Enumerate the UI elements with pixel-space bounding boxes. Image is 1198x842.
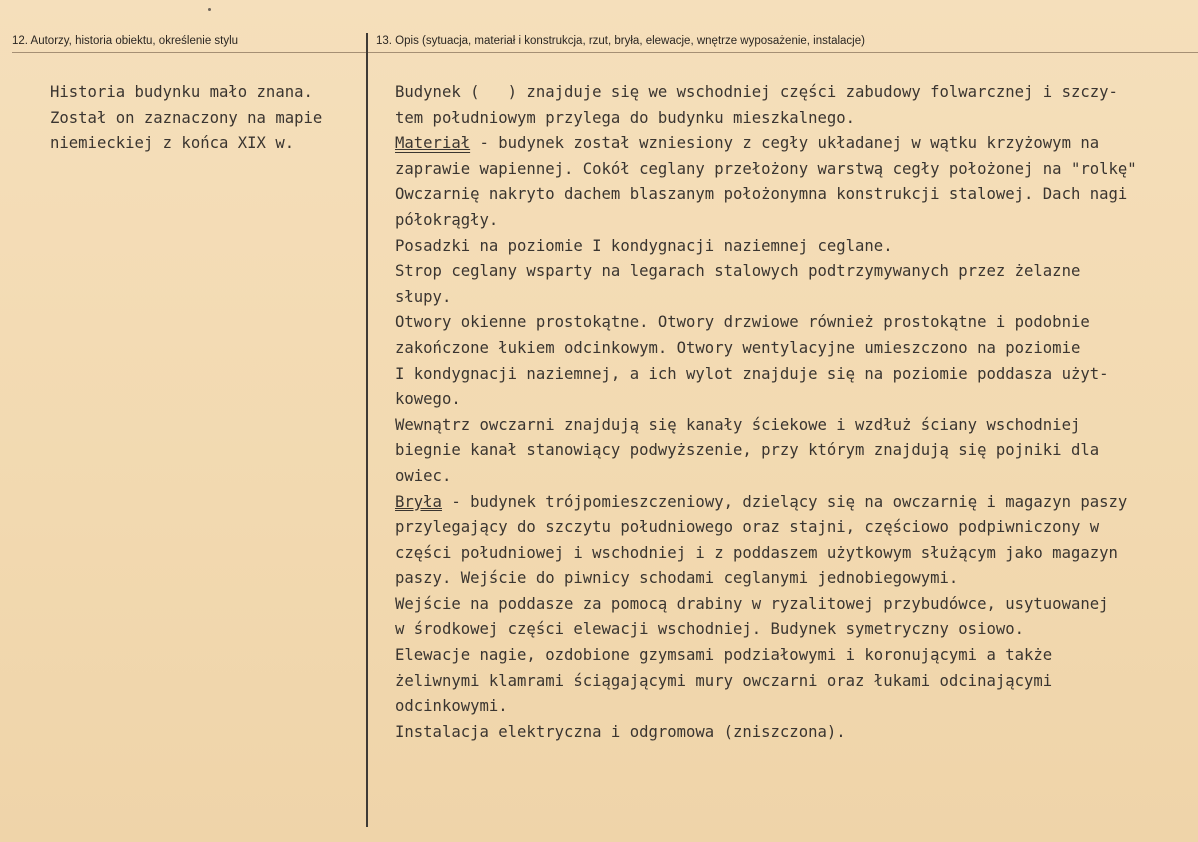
description-line: owiec.	[395, 466, 452, 485]
material-heading: Materiał	[395, 134, 471, 153]
description-line: Budynek ( ) znajduje się we wschodniej części zabudowy folwarcznej i szczy-	[395, 83, 1118, 101]
history-line: niemieckiej z końca XIX w.	[50, 134, 295, 153]
description-line: zaprawie wapiennej. Cokół ceglany przełożony warstwą cegły położonej na "rolkę"	[395, 159, 1137, 178]
history-text	[50, 80, 360, 157]
header-divider	[12, 52, 1198, 53]
description-line: Strop ceglany wsparty na legarach stalowych podtrzymywanych przez żelazne	[395, 262, 1081, 281]
history-line: Historia budynku mało znana.	[50, 83, 313, 101]
description-line: półokrągły.	[395, 210, 499, 229]
history-line: Został on zaznaczony na mapie	[50, 108, 323, 127]
description-line: Instalacja elektryczna i odgromowa (zniszczona).	[395, 722, 846, 741]
description-text	[395, 80, 1195, 745]
description-line: tem południowym przylega do budynku mieszkalnego.	[395, 108, 856, 127]
description-line: Wewnątrz owczarni znajdują się kanały ściekowe i wzdłuż ściany wschodniej	[395, 415, 1081, 434]
form-heading: Bryła	[395, 492, 442, 511]
description-line	[395, 131, 1195, 157]
description-line: kowego.	[395, 390, 461, 409]
description-line: przylegający do szczytu południowego oraz stajni, częściowo podpiwniczony w	[395, 518, 1100, 537]
description-line: Elewacje nagie, ozdobione gzymsami podziałowymi i koronującymi a także	[395, 646, 1053, 665]
description-line: Wejście na poddasze za pomocą drabiny w ryzalitowej przybudówce, usytuowanej	[395, 594, 1109, 613]
description-line: odcinkowymi.	[395, 697, 508, 716]
description-line: żeliwnymi klamrami ściągającymi mury owczarni oraz łukami odcinającymi	[395, 671, 1053, 690]
description-line: Otwory okienne prostokątne. Otwory drzwiowe również prostokątne i podobnie	[395, 313, 1090, 332]
description-line: biegnie kanał stanowiący podwyższenie, przy którym znajdują się pojniki dla	[395, 441, 1100, 460]
description-line: paszy. Wejście do piwnicy schodami ceglanymi jednobiegowymi.	[395, 569, 959, 588]
description-line	[395, 490, 1195, 516]
description-line: słupy.	[395, 287, 452, 306]
description-line: Posadzki na poziomie I kondygnacji naziemnej ceglane.	[395, 236, 893, 255]
description-line: części południowej i wschodniej i z poddaszem użytkowym służącym jako magazyn	[395, 543, 1118, 562]
description-line: I kondygnacji naziemnej, a ich wylot znajduje się na poziomie poddasza użyt-	[395, 364, 1109, 383]
material-text: - budynek został wzniesiony z cegły układanej w wątku krzyżowym na	[470, 134, 1100, 153]
description-line: w środkowej części elewacji wschodniej. Budynek symetryczny osiowo.	[395, 620, 1025, 639]
description-line: Owczarnię nakryto dachem blaszanym położonymna konstrukcji stalowej. Dach nagi	[395, 185, 1128, 204]
section-12-header: 12. Autorzy, historia obiektu, określenie stylu	[12, 35, 239, 47]
form-text: - budynek trójpomieszczeniowy, dzielący się na owczarnię i magazyn paszy	[441, 492, 1128, 511]
ink-speck	[208, 8, 211, 11]
description-line: zakończone łukiem odcinkowym. Otwory wentylacyjne umieszczono na poziomie	[395, 338, 1081, 357]
section-13-header: 13. Opis (sytuacja, materiał i konstrukcja, rzut, bryła, elewacje, wnętrze wyposażenie, instalacje)	[376, 35, 865, 47]
column-divider	[366, 33, 368, 827]
